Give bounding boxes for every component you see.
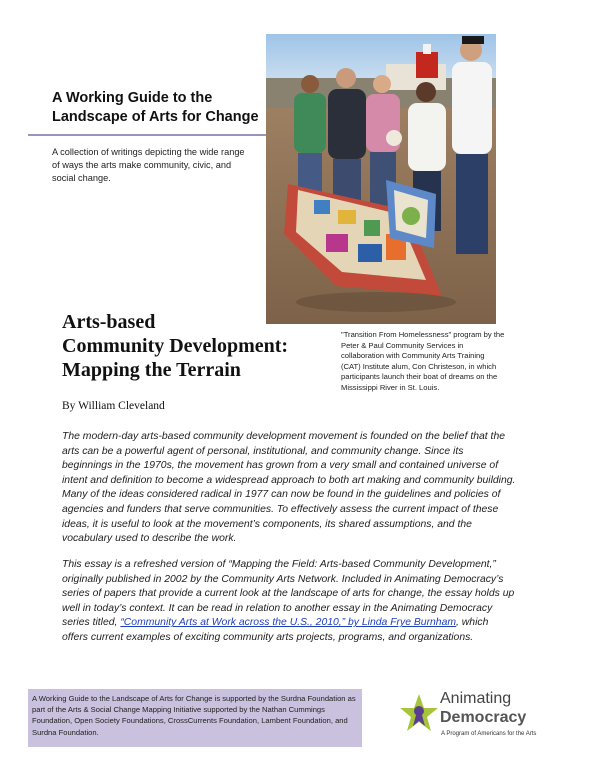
- intro-paragraph: The modern-day arts-based community development movement is founded on the belief that the arts can be a powerful agent of personal, institutional, and community change. Since its beginnings in the 1970s, the movement has grown from a very small and contained universe of intent and definition to become a widespread approach to both art making and community building. Many of the ideas considered radical in 1977 can now be found in the guidelines and policies of agencies and funders that serve communities. To effectively assess the current impact of these ideas, it is useful to look at the movement’s components, its shared assumptions, and the vocabulary used to describe the work.: [62, 431, 516, 545]
- event-photo: [266, 34, 496, 324]
- essay-note-text-end: , which offers current examples of exciting community arts projects, programs, and organizations.: [62, 617, 489, 643]
- logo-tagline: A Program of Americans for the Arts: [441, 731, 537, 737]
- article-title-line-2: Community Development:: [62, 335, 289, 357]
- essay-note-text-start: This essay is a refreshed version of “Mapping the Field: Arts-based Community Development,” originally published in 2002 by the Community Arts Network. Included in Animating Democracy’s series of papers that provide a current look at the landscape of arts for change, the essay holds up well in today’s context. It can be read in relation to another essay in the Animating Democracy series titled,: [62, 559, 515, 629]
- author-byline: By William Cleveland: [62, 400, 165, 412]
- funder-acknowledgement-box: [28, 689, 362, 747]
- related-essay-link[interactable]: “Community Arts at Work across the U.S., 2010,” by Linda Frye Burnham: [120, 617, 457, 629]
- article-title-line-1: Arts-based: [62, 311, 156, 333]
- logo-word-democracy: Democracy: [440, 709, 527, 726]
- series-title: A Working Guide to the Landscape of Arts for Change: [52, 90, 259, 125]
- star-figure-icon: [398, 692, 440, 734]
- essay-note-paragraph: [62, 558, 516, 646]
- animating-democracy-logo: [398, 690, 578, 750]
- article-title-line-3: Mapping the Terrain: [62, 359, 241, 381]
- funder-acknowledgement-text: A Working Guide to the Landscape of Arts for Change is supported by the Surdna Foundation as part of the Arts & Social Change Mapping Initiative supported by the Nathan Cummings Foundation, Open Society Foundations, CrossCurrents Foundation, Lambent Foundation, and Surdna Foundation.: [32, 694, 356, 737]
- photo-caption: "Transition From Homelessness" program by the Peter & Paul Community Services in collaboration with Community Arts Training (CAT) Institute alum, Con Christeson, in which participants launch their boat of dreams on the Mississippi River in St. Louis.: [341, 330, 505, 392]
- article-title: [62, 310, 342, 382]
- title-divider: [28, 134, 268, 136]
- series-description: A collection of writings depicting the wide range of ways the arts make community, civic, and social change.: [52, 147, 245, 183]
- logo-word-animating: Animating: [440, 690, 512, 707]
